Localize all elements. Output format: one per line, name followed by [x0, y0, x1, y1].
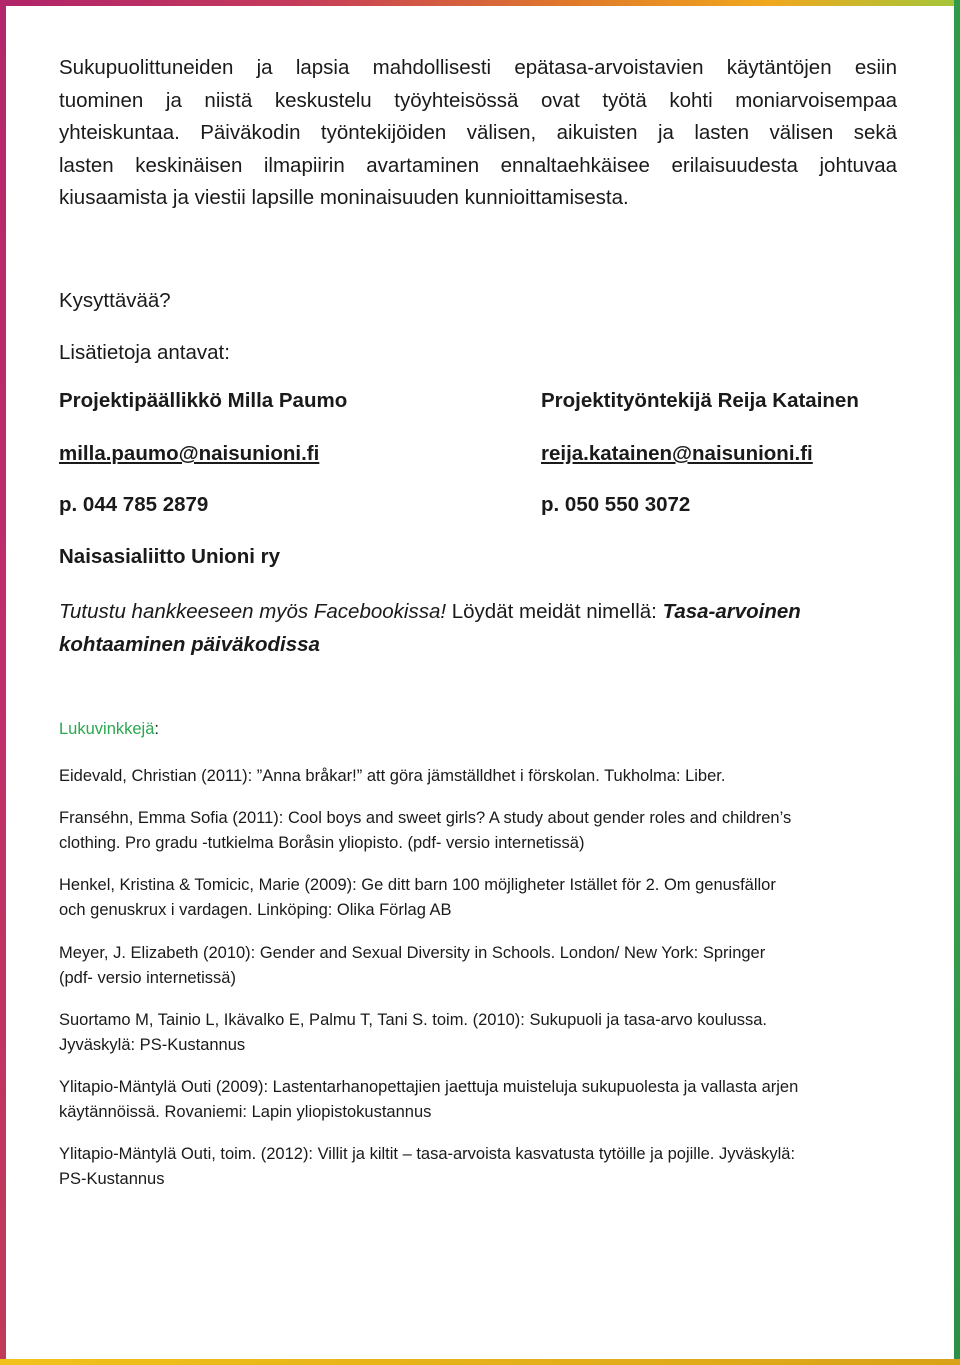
reference-item	[59, 1008, 899, 1057]
reference-line-1: Suortamo M, Tainio L, Ikävalko E, Palmu T, Tani S. toim. (2010): Sukupuoli ja tasa-arvo koulussa.	[59, 1011, 768, 1029]
reference-item	[59, 1142, 899, 1191]
left-border	[0, 0, 6, 1365]
intro-line-3: yhteiskuntaa. Päiväkodin työntekijöiden välisen, aikuisten ja lasten välisen sekä	[59, 121, 897, 144]
reference-line-1: Franséhn, Emma Sofia (2011): Cool boys and sweet girls? A study about gender roles and children’s	[59, 809, 792, 827]
intro-paragraph	[59, 52, 897, 215]
reference-item	[59, 941, 899, 990]
reference-item	[59, 806, 899, 855]
top-border	[0, 0, 960, 6]
more-info-label: Lisätietoja antavat:	[59, 341, 230, 364]
reference-line-1: Henkel, Kristina & Tomicic, Marie (2009): Ge ditt barn 100 möjligheter Istället för 2. Om genusfällor	[59, 876, 776, 894]
reference-line-1: Meyer, J. Elizabeth (2010): Gender and Sexual Diversity in Schools. London/ New York: Springer	[59, 944, 766, 962]
reading-tips-colon: :	[154, 720, 159, 738]
reference-item	[59, 764, 899, 789]
facebook-invite: Tutustu hankkeeseen myös Facebookissa!	[59, 600, 447, 623]
facebook-find-us: Löydät meidät nimellä:	[446, 600, 663, 623]
contact-name-1: Projektipäällikkö Milla Paumo	[59, 389, 348, 412]
reference-line-2: (pdf- versio internetissä)	[59, 968, 236, 987]
reference-item	[59, 1075, 899, 1124]
right-border	[954, 0, 960, 1365]
contact-name-2: Projektityöntekijä Reija Katainen	[541, 389, 859, 412]
intro-line-5: kiusaamista ja viestii lapsille moninaisuuden kunnioittamisesta.	[59, 186, 629, 209]
organization-name: Naisasialiitto Unioni ry	[59, 545, 280, 568]
reading-tips-heading	[59, 720, 159, 739]
reference-item	[59, 873, 899, 922]
intro-line-2: tuominen ja niistä keskustelu työyhteisössä ovat työtä kohti moniarvoisempaa	[59, 88, 897, 112]
reference-line-2: clothing. Pro gradu -tutkielma Boråsin yliopisto. (pdf- versio internetissä)	[59, 833, 585, 852]
reference-line-1: Ylitapio-Mäntylä Outi (2009): Lastentarhanopettajien jaettuja muisteluja sukupuolesta ja vallasta arjen	[59, 1078, 799, 1096]
facebook-note	[59, 596, 899, 661]
reference-line-2: Jyväskylä: PS-Kustannus	[59, 1035, 246, 1054]
reference-line-2: käytännöissä. Rovaniemi: Lapin yliopistokustannus	[59, 1102, 432, 1121]
intro-line-4: lasten keskinäisen ilmapiirin avartaminen ennaltaehkäisee erilaisuudesta johtuvaa	[59, 153, 897, 177]
reference-line-1: Ylitapio-Mäntylä Outi, toim. (2012): Villit ja kiltit – tasa-arvoista kasvatusta tytöille ja pojille. Jyväskylä:	[59, 1145, 796, 1163]
facebook-page-name: Tasa-arvoinen kohtaaminen päiväkodissa	[59, 600, 801, 656]
reference-line-1: Eidevald, Christian (2011): ”Anna bråkar!” att göra jämställdhet i förskolan. Tukholma: Liber.	[59, 767, 726, 785]
intro-line-1: Sukupuolittuneiden ja lapsia mahdollisesti epätasa-arvoistavien käytäntöjen esiin	[59, 56, 897, 79]
contact-phone-2: p. 050 550 3072	[541, 493, 691, 516]
reference-line-2: och genuskrux i vardagen. Linköping: Olika Förlag AB	[59, 900, 452, 919]
contact-email-link-1[interactable]: milla.paumo@naisunioni.fi	[59, 442, 320, 465]
reading-tips-label: Lukuvinkkejä	[59, 720, 155, 738]
contact-email-link-2[interactable]: reija.katainen@naisunioni.fi	[541, 442, 813, 465]
reference-line-2: PS-Kustannus	[59, 1169, 165, 1188]
question-heading: Kysyttävää?	[59, 289, 171, 312]
contact-phone-1: p. 044 785 2879	[59, 493, 209, 516]
bottom-border	[0, 1359, 960, 1365]
